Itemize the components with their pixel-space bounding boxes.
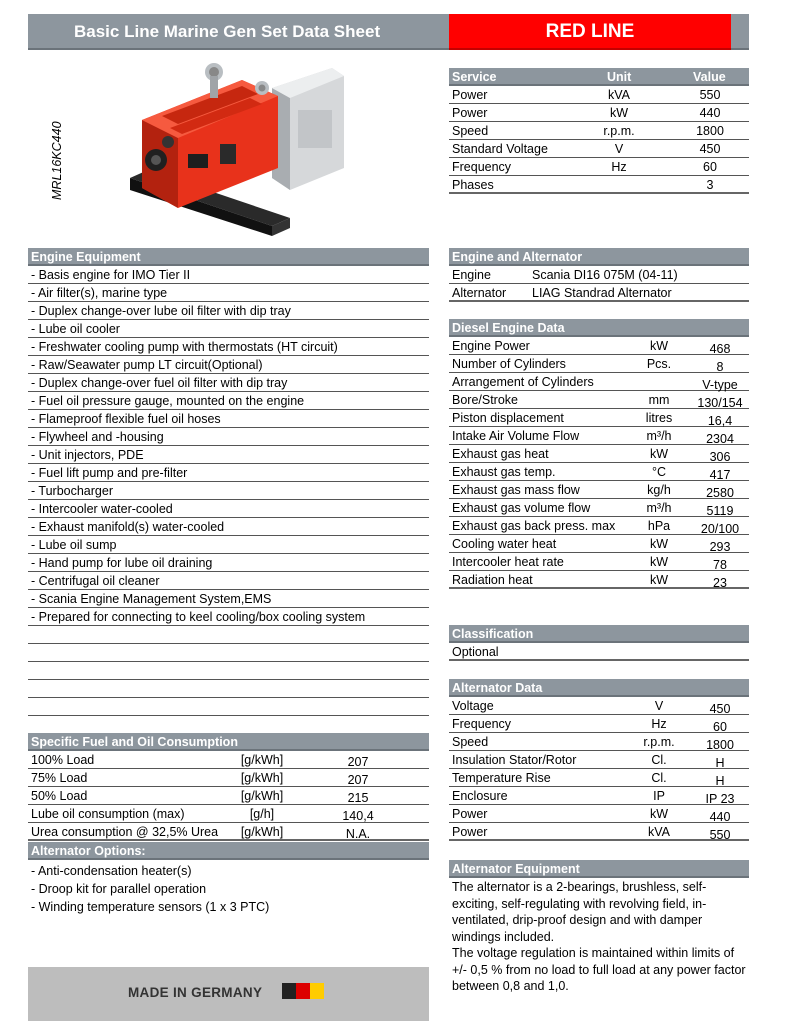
alternator-options-section [28,842,429,916]
blank-row [28,644,429,662]
table-row [449,284,749,302]
row-unit: hPa [647,519,671,533]
list-item: - Fuel oil pressure gauge, mounted on the engine [28,392,429,410]
row-value: N.A. [345,827,371,841]
table-row [28,787,429,805]
table-row [449,805,749,823]
list-item: - Droop kit for parallel operation [31,882,207,896]
list-item: - Scania Engine Management System,EMS [28,590,429,608]
table-row [449,517,749,535]
blank-row [28,626,429,644]
engine-equipment-heading: Engine Equipment [28,248,429,266]
row-label: 50% Load [31,789,88,803]
table-row [449,751,749,769]
table-row [449,445,749,463]
row-unit: m³/h [646,501,672,515]
row-label: Power [452,825,488,839]
generator-set-image [122,58,348,236]
row-value: 306 [709,450,731,464]
germany-flag-icon [296,983,310,999]
row-value: H [715,774,725,788]
row-label: 100% Load [31,753,95,767]
row-label: Piston displacement [452,411,564,425]
row-label: Frequency [452,160,512,174]
row-unit: kW [609,106,629,120]
row-unit: kW [649,555,669,569]
row-value: 1800 [696,124,724,138]
row-label: Power [452,88,488,102]
row-label: Arrangement of Cylinders [452,375,594,389]
list-item: - Lube oil sump [28,536,429,554]
row-value: 450 [699,142,721,156]
row-unit: IP [653,789,665,803]
table-row [28,751,429,769]
table-row [449,86,749,104]
alternator-options-heading: Alternator Options: [28,842,429,860]
made-in-label: MADE IN GERMANY [128,985,263,1000]
list-item: - Intercooler water-cooled [28,500,429,518]
row-unit: kW [649,573,669,587]
row-label: Engine [452,268,491,282]
value-col-header: Value [693,70,726,84]
alternator-equipment-text-2: The voltage regulation is maintained within limits of +/- 0,5 % from no load to full load at any power factor between 0,8 and 1,0. [452,946,746,993]
service-col-header: Service [452,70,497,84]
table-row [449,140,749,158]
row-unit: r.p.m. [603,124,635,138]
document-title-bar [28,14,449,50]
row-value: 1800 [706,738,734,752]
row-label: Exhaust gas mass flow [452,483,580,497]
row-unit: V [654,699,664,713]
table-row [449,769,749,787]
row-value: 293 [709,540,731,554]
service-table [449,68,749,194]
row-unit: [g/kWh] [240,771,284,785]
service-table-header [449,68,749,86]
table-row [449,176,749,194]
row-label: Intercooler heat rate [452,555,564,569]
row-value: 16,4 [707,414,733,428]
row-value: 140,4 [342,809,374,823]
list-item: - Basis engine for IMO Tier II [28,266,429,284]
row-value: 60 [703,160,717,174]
row-value: 550 [699,88,721,102]
table-row [449,463,749,481]
row-value: 468 [709,342,731,356]
table-row [449,571,749,589]
engine-alternator-heading: Engine and Alternator [449,248,749,266]
table-row [449,391,749,409]
row-value: 8 [716,360,724,374]
table-row [449,715,749,733]
blank-row [28,662,429,680]
row-unit: kW [649,537,669,551]
table-row [449,553,749,571]
table-row [449,787,749,805]
alternator-data-section [449,679,749,841]
row-value: IP 23 [705,792,735,806]
list-item: - Flywheel and -housing [28,428,429,446]
alternator-equipment-section [449,860,749,995]
row-value: 23 [713,576,727,590]
list-item: - Flameproof flexible fuel oil hoses [28,410,429,428]
table-row [449,733,749,751]
table-row [449,409,749,427]
row-label: Exhaust gas heat [452,447,549,461]
table-row [28,769,429,787]
list-item: - Centrifugal oil cleaner [28,572,429,590]
blank-row [28,680,429,698]
row-value: 2304 [706,432,734,446]
blank-row [28,698,429,716]
row-label: Lube oil consumption (max) [31,807,185,821]
engine-alternator-section [449,248,749,302]
list-item: - Turbocharger [28,482,429,500]
row-value: 440 [699,106,721,120]
row-value: 3 [706,178,714,192]
list-item: - Duplex change-over fuel oil filter with dip tray [28,374,429,392]
row-unit: m³/h [646,429,672,443]
row-value: LIAG Standrad Alternator [532,286,672,300]
row-unit: °C [651,465,667,479]
engine-equipment-section [28,248,429,716]
row-value: 207 [347,755,369,769]
germany-flag-icon [282,983,296,999]
row-value: 417 [709,468,731,482]
row-label: Temperature Rise [452,771,551,785]
row-value: 440 [709,810,731,824]
table-row [449,122,749,140]
row-unit: Cl. [651,771,667,785]
row-unit: litres [645,411,673,425]
germany-flag-icon [310,983,324,999]
header-tail [731,14,749,50]
list-item: - Duplex change-over lube oil filter with dip tray [28,302,429,320]
diesel-engine-heading: Diesel Engine Data [449,319,749,337]
row-label: Frequency [452,717,512,731]
row-label: Phases [452,178,494,192]
row-label: Power [452,106,488,120]
fuel-oil-heading: Specific Fuel and Oil Consumption [28,733,429,751]
row-unit: kVA [608,88,630,102]
row-unit: [g/h] [249,807,275,821]
row-value: V-type [702,378,738,392]
row-unit: V [614,142,624,156]
row-label: Power [452,807,488,821]
alternator-equipment-text-1: The alternator is a 2-bearings, brushless, self-exciting, self-regulating with revolving field, in-ventilated, drip-proof design and with damper windings included. [452,880,707,944]
row-label: Intake Air Volume Flow [452,429,580,443]
row-unit: Hz [651,717,667,731]
list-item: - Fuel lift pump and pre-filter [28,464,429,482]
table-row [449,535,749,553]
classification-value: Optional [452,645,499,659]
row-unit: r.p.m. [643,735,675,749]
model-code: MRL16KC440 [50,121,64,200]
table-row [449,355,749,373]
list-item: - Anti-condensation heater(s) [31,864,192,878]
row-value: 450 [709,702,731,716]
row-value: 2580 [706,486,734,500]
row-label: 75% Load [31,771,88,785]
row-unit: kW [649,339,669,353]
row-label: Exhaust gas volume flow [452,501,591,515]
product-line-label: RED LINE [545,21,635,42]
table-row [449,337,749,355]
row-value: 78 [713,558,727,572]
classification-row [449,643,749,661]
row-unit: kW [649,447,669,461]
row-value: 60 [713,720,727,734]
list-item: - Raw/Seawater pump LT circuit(Optional) [28,356,429,374]
row-unit: [g/kWh] [240,753,284,767]
row-value: 130/154 [697,396,743,410]
row-value: Scania DI16 075M (04-11) [532,268,678,282]
table-row [449,266,749,284]
row-value: H [715,756,725,770]
row-unit: Cl. [651,753,667,767]
row-value: 215 [347,791,369,805]
row-value: 207 [347,773,369,787]
table-row [28,805,429,823]
row-unit: mm [648,393,670,407]
row-label: Voltage [452,699,494,713]
row-label: Speed [452,124,489,138]
classification-section [449,625,749,661]
table-row [449,697,749,715]
table-row [449,373,749,391]
list-item: - Prepared for connecting to keel cooling/box cooling system [28,608,429,626]
list-item: - Hand pump for lube oil draining [28,554,429,572]
document-title: Basic Line Marine Gen Set Data Sheet [74,22,381,41]
table-row [28,823,429,841]
row-label: Bore/Stroke [452,393,519,407]
alternator-data-heading: Alternator Data [449,679,749,697]
row-label: Urea consumption @ 32,5% Urea [31,825,219,839]
row-unit: kW [649,807,669,821]
list-item: - Unit injectors, PDE [28,446,429,464]
table-row [449,499,749,517]
row-label: Insulation Stator/Rotor [452,753,577,767]
row-unit: Hz [611,160,627,174]
row-label: Exhaust gas temp. [452,465,556,479]
row-unit: kg/h [647,483,671,497]
list-item: - Lube oil cooler [28,320,429,338]
row-unit: [g/kWh] [240,789,284,803]
product-line-bar [449,14,731,50]
row-value: 5119 [706,504,734,518]
fuel-oil-section [28,733,429,841]
list-item: - Exhaust manifold(s) water-cooled [28,518,429,536]
made-in-germany-banner [28,967,429,1021]
classification-heading: Classification [449,625,749,643]
alternator-equipment-heading: Alternator Equipment [449,860,749,878]
row-unit: [g/kWh] [240,825,284,839]
table-row [449,481,749,499]
row-label: Radiation heat [452,573,533,587]
list-item: - Air filter(s), marine type [28,284,429,302]
table-row [449,104,749,122]
row-label: Standard Voltage [452,142,548,156]
row-unit: Pcs. [646,357,672,371]
list-item: - Freshwater cooling pump with thermostats (HT circuit) [28,338,429,356]
row-value: 550 [709,828,731,842]
list-item: - Winding temperature sensors (1 x 3 PTC) [31,900,270,914]
unit-col-header: Unit [607,70,632,84]
table-row [449,823,749,841]
row-unit: kVA [648,825,670,839]
table-row [449,427,749,445]
table-row [449,158,749,176]
row-label: Exhaust gas back press. max [452,519,616,533]
row-label: Speed [452,735,489,749]
row-label: Enclosure [452,789,508,803]
row-label: Cooling water heat [452,537,557,551]
row-value: 20/100 [700,522,740,536]
diesel-engine-section [449,319,749,589]
row-label: Number of Cylinders [452,357,566,371]
row-label: Engine Power [452,339,530,353]
row-label: Alternator [452,286,507,300]
